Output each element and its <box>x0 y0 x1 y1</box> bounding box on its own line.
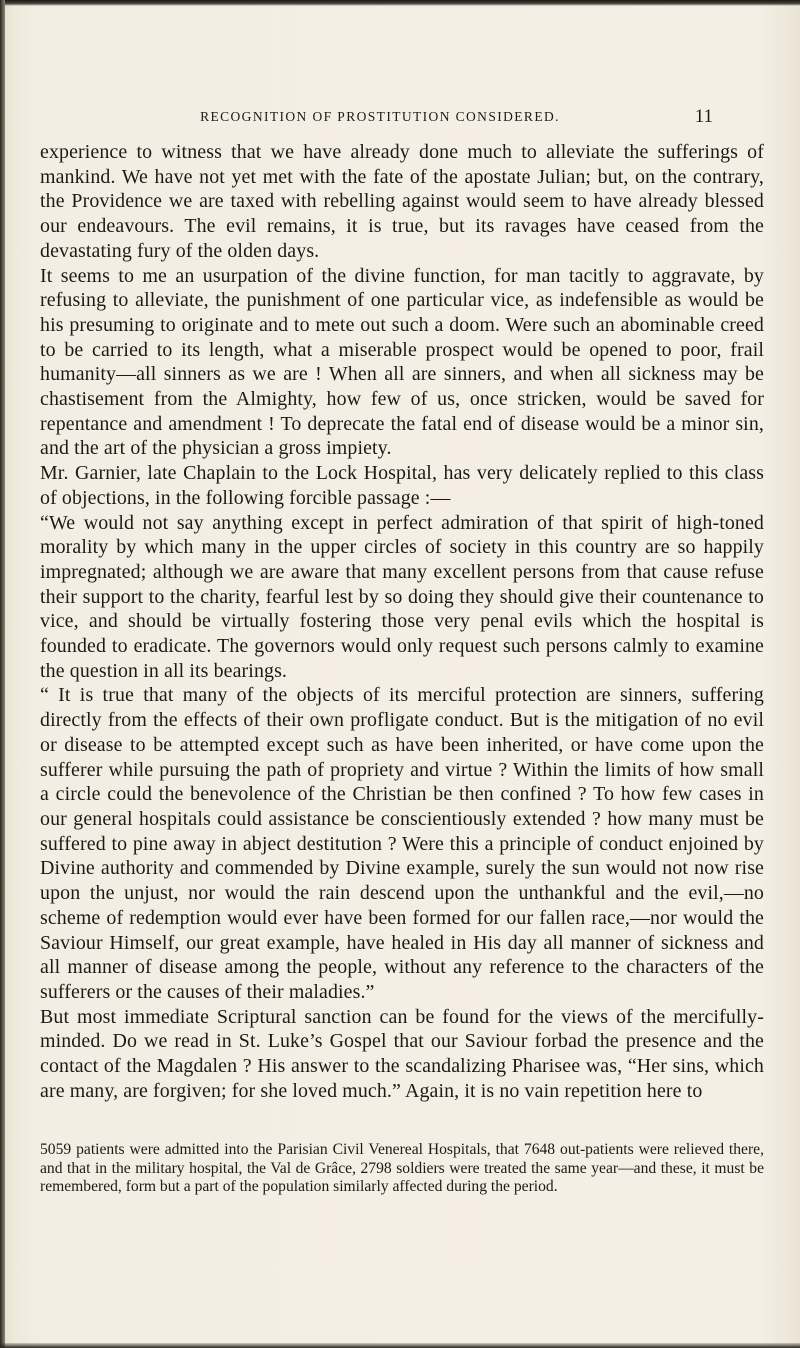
running-title: RECOGNITION OF PROSTITUTION CONSIDERED. <box>200 109 560 124</box>
page-bottom-edge <box>0 1343 800 1348</box>
paragraph: Mr. Garnier, late Chaplain to the Lock Hospital, has very delicately replied to this class of objections, in the following forcible passage :— <box>40 462 764 509</box>
paragraph: It seems to me an usurpation of the divine function, for man tacitly to aggravate, by refusing to alleviate, the punishment of one particular vice, as indefensible as would be his presuming to originate and to mete out such a doom. Were such an abominable creed to be carried to its length, what a miserable prospect would be opened to poor, frail humanity—all sinners as we are ! When all are sinners, and when all sickness may be chastisement from the Almighty, how few of us, once stricken, would be saved for repentance and amendment ! To deprecate the fatal end of disease would be a minor sin, and the art of the physician a gross impiety. <box>40 264 764 460</box>
page-top-edge <box>0 0 800 6</box>
body-text <box>40 140 764 1103</box>
paragraph: But most immediate Scriptural sanction can be found for the views of the mercifully-minded. Do we read in St. Luke’s Gospel that our Saviour forbad the presence and the contact of the Magdalen ? His answer to the scandalizing Pharisee was, “Her sins, which are many, are forgiven; for she loved much.” Again, it is no vain repetition here to <box>40 1005 764 1102</box>
quoted-paragraph: “We would not say anything except in perfect admiration of that spirit of high-toned morality by which many in the upper circles of society in this country are so happily impregnated; although we are aware that many excellent persons from that cause refuse their support to the charity, fearful lest by so doing they should give their countenance to vice, and should be virtually fostering those very penal evils which the hospital is founded to eradicate. The governors would only request such persons calmly to examine the question in all its bearings. <box>40 511 764 682</box>
page-number: 11 <box>694 106 713 127</box>
footnote: 5059 patients were admitted into the Parisian Civil Venereal Hospitals, that 7648 out-patients were relieved there, and that in the military hospital, the Val de Grâce, 2798 soldiers were treated the same year—and these, it must be remembered, form but a part of the population similarly affected during the period. <box>40 1141 764 1196</box>
page-left-edge <box>0 0 5 1348</box>
quoted-paragraph: “ It is true that many of the objects of its merciful protection are sinners, suffering directly from the effects of their own profligate conduct. But is the mitigation of no evil or disease to be attempted except such as have been inherited, or have come upon the sufferer while pursuing the path of propriety and virtue ? Within the limits of how small a circle could the benevolence of the Christian be then confined ? To how few cases in our general hospitals could assistance be conscientiously extended ? how many must be suffered to pine away in abject destitution ? Were this a principle of conduct enjoined by Divine authority and commended by Divine example, surely the sun would not now rise upon the unjust, nor would the rain descend upon the unthankful and the evil,—no scheme of redemption would ever have been formed for our fallen race,—nor would the Saviour Himself, our great example, have healed in His day all manner of sickness and all manner of disease among the people, without any reference to the characters of the sufferers or the causes of their maladies.” <box>40 684 764 1003</box>
paragraph: experience to witness that we have already done much to alleviate the sufferings of mankind. We have not yet met with the fate of the apostate Julian; but, on the contrary, the Providence we are taxed with rebelling against would seem to have already blessed our endeavours. The evil remains, it is true, but its ravages have ceased from the devastating fury of the olden days. <box>40 141 764 262</box>
running-head <box>0 106 800 131</box>
